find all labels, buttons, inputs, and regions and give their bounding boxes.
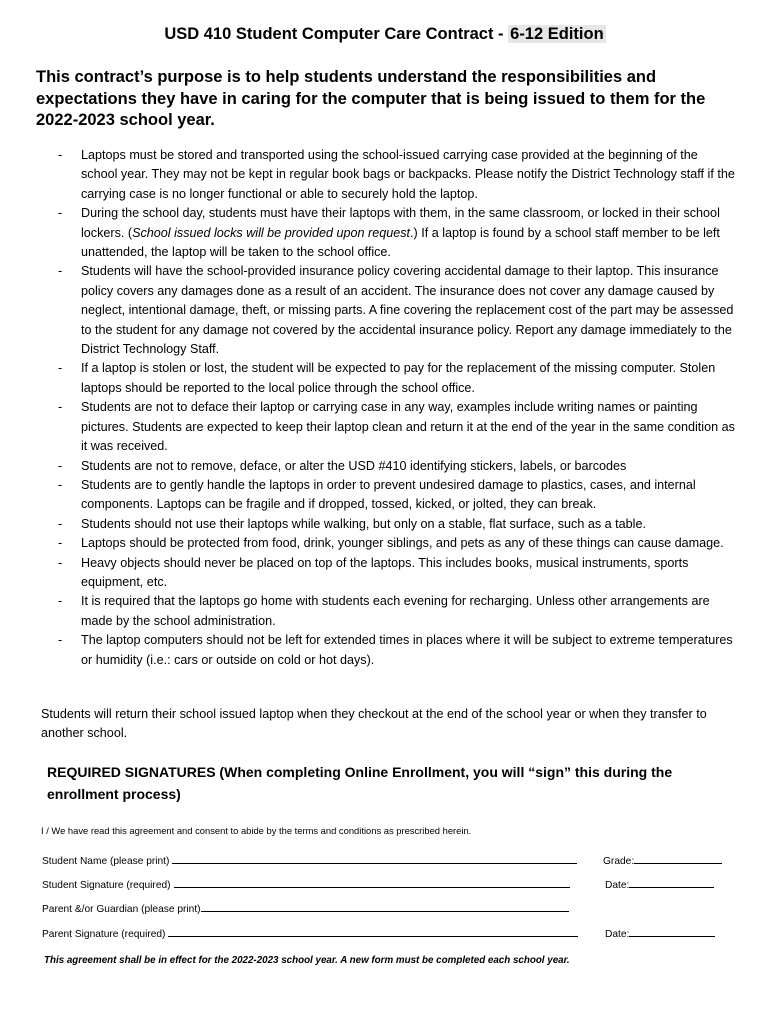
rule-text: Laptops should be protected from food, drink, younger siblings, and pets as any of these things can cause damage. — [81, 536, 724, 551]
student-name-field[interactable] — [172, 853, 577, 864]
date-group-1 — [605, 877, 714, 894]
edition-highlight: 6-12 Edition — [510, 25, 604, 43]
rule-item — [36, 631, 736, 670]
bullet-dash: - — [58, 516, 63, 531]
bullet-dash: - — [58, 458, 63, 473]
rule-item — [36, 554, 736, 593]
consent-statement: I / We have read this agreement and consent to abide by the terms and conditions as prescribed herein. — [41, 825, 472, 836]
rule-text: Students are not to deface their laptop or carrying case in any way, examples include writing names or painting pictures. Students are expected to keep their laptop clean and return it at the end of the year in the same condition as it was received. — [81, 400, 735, 454]
rule-text: Heavy objects should never be placed on top of the laptops. This includes books, musical instruments, sports equipment, etc. — [81, 555, 689, 589]
required-note: (When completing Online Enrollment, you will “sign” this during the enrollment process) — [47, 764, 673, 802]
rule-text-before: During the school day, students must have their laptops with them, in the same classroom, or locked in their school lockers. ( — [81, 206, 720, 240]
rule-text: Students will have the school-provided insurance policy covering accidental damage to their laptop. This insurance policy covers any damages done as a result of an accident. The insurance does not cover any damage caused by neglect, intentional damage, theft, or missing parts. A fine covering the replacement cost of the part may be assessed to the student for any damage not covered by the accidental insurance policy. Report any damage immediately to the District Technology Staff. — [81, 264, 734, 357]
required-lead: REQUIRED SIGNATURES — [47, 764, 216, 780]
parent-name-field[interactable] — [201, 901, 569, 912]
rule-item — [36, 592, 736, 631]
bullet-dash: - — [58, 477, 63, 492]
date-label-1: Date: — [605, 880, 630, 891]
rule-text: It is required that the laptops go home with students each evening for recharging. Unless other arrangements are made by the school administration. — [81, 594, 710, 628]
grade-field[interactable] — [634, 853, 722, 864]
date-label-2: Date: — [605, 929, 630, 940]
rule-item — [36, 476, 736, 515]
purpose-statement: This contract’s purpose is to help students understand the responsibilities and expectations they have in caring for the computer that is being issued to them for the 2022-2023 school year. — [36, 68, 706, 129]
grade-label: Grade: — [603, 856, 635, 867]
bullet-dash: - — [58, 206, 63, 221]
rule-text: The laptop computers should not be left for extended times in places where it will be subject to extreme temperatures or humidity (i.e.: cars or outside on cold or hot days). — [81, 633, 733, 667]
rule-item — [36, 457, 736, 476]
rule-item — [36, 359, 736, 398]
student-signature-row — [42, 877, 732, 893]
required-signatures-heading — [47, 761, 737, 805]
title-prefix: USD 410 Student Computer Care Contract - — [164, 25, 509, 43]
parent-name-label: Parent &/or Guardian (please print) — [42, 904, 201, 915]
student-signature-label: Student Signature (required) — [42, 880, 171, 891]
bullet-dash: - — [58, 536, 63, 551]
rule-text-after: .) If a laptop is found by a school staff member to be left unattended, the laptop will be taken to the school office. — [81, 225, 720, 260]
rule-item — [36, 204, 736, 262]
rule-text: If a laptop is stolen or lost, the student will be expected to pay for the replacement of the missing computer. Stolen laptops should be reported to the local police through the school office. — [81, 361, 716, 395]
bullet-dash: - — [58, 555, 63, 570]
return-statement: Students will return their school issued laptop when they checkout at the end of the school year or when they transfer to another school. — [41, 707, 707, 741]
date-group-2 — [605, 926, 715, 943]
bullet-dash: - — [58, 594, 63, 609]
parent-signature-label: Parent Signature (required) — [42, 929, 166, 940]
parent-signature-field[interactable] — [168, 926, 578, 937]
rule-item — [36, 398, 736, 456]
bullet-dash: - — [58, 148, 63, 162]
parent-name-row — [42, 901, 732, 917]
rule-text: Students are to gently handle the laptops in order to prevent undesired damage to plastics, cases, and internal components. Laptops can be fragile and if dropped, tossed, kicked, or jolted, they can break. — [81, 477, 696, 512]
rule-item — [36, 262, 736, 359]
rule-text-italic: School issued locks will be provided upon request — [132, 225, 411, 240]
bullet-dash: - — [58, 400, 63, 415]
date-field-1[interactable] — [629, 877, 714, 888]
student-signature-field[interactable] — [174, 877, 570, 888]
rule-text: Laptops must be stored and transported using the school-issued carrying case provided at the beginning of the school year. They may not be kept in regular book bags or backpacks. Please notify the District Technology staff if the carrying case is no longer functional or able to securely hold the laptop. — [81, 148, 735, 201]
bullet-dash: - — [58, 264, 63, 279]
rule-text: Students should not use their laptops while walking, but only on a stable, flat surface, such as a table. — [81, 516, 646, 531]
rule-text: Students are not to remove, deface, or alter the USD #410 identifying stickers, labels, or barcodes — [81, 458, 627, 473]
bullet-dash: - — [58, 633, 63, 648]
date-field-2[interactable] — [629, 926, 715, 937]
rule-item — [36, 146, 736, 204]
bullet-dash: - — [58, 361, 63, 376]
student-name-row — [42, 853, 732, 869]
rule-item — [36, 515, 736, 534]
document-title — [0, 22, 770, 46]
rule-item — [36, 534, 736, 553]
student-name-label: Student Name (please print) — [42, 856, 170, 867]
footer-note: This agreement shall be in effect for the 2022-2023 school year. A new form must be completed each school year. — [44, 955, 570, 966]
parent-signature-row — [42, 926, 732, 942]
rules-list — [36, 146, 736, 670]
grade-group — [603, 853, 722, 870]
